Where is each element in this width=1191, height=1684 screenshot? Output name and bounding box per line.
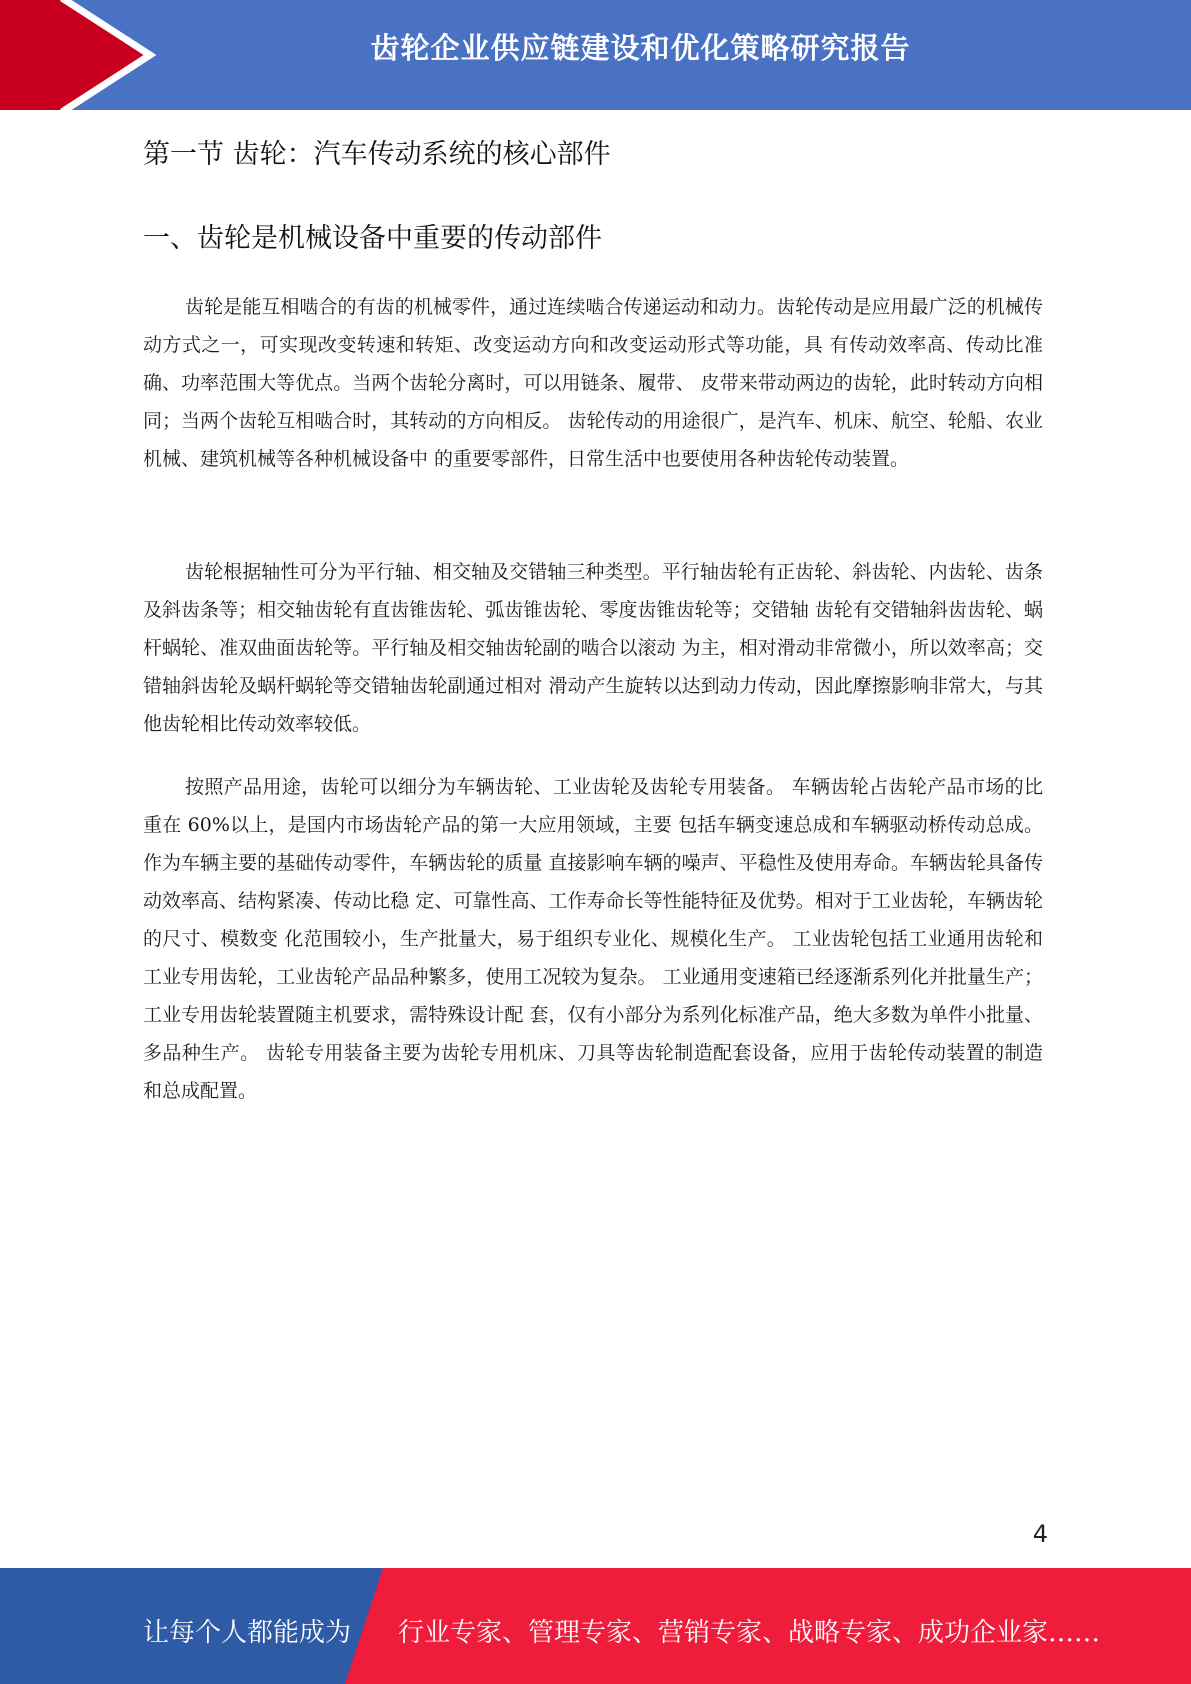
page-header [0,0,1191,110]
paragraph-3: 按照产品用途，齿轮可以细分为车辆齿轮、工业齿轮及齿轮专用装备。 车辆齿轮占齿轮产品市场的比重在 60%以上，是国内市场齿轮产品的第一大应用领域，主要 包括车辆变速总成和车辆驱动桥传动总成。作为车辆主要的基础传动零件，车辆齿轮的质量 直接影响车辆的噪声、平稳性及使用寿命。车辆齿轮具备传动效率高、结构紧凑、传动比稳 定、可靠性高、工作寿命长等性能特征及优势。相对于工业齿轮，车辆齿轮的尺寸、模数变 化范围较小，生产批量大，易于组织专业化、规模化生产。 工业齿轮包括工业通用齿轮和工业专用齿轮，工业齿轮产品品种繁多，使用工况较为复杂。 工业通用变速箱已经逐渐系列化并批量生产；工业专用齿轮装置随主机要求，需特殊设计配 套，仅有小部分为系列化标准产品，绝大多数为单件小批量、多品种生产。 齿轮专用装备主要为齿轮专用机床、刀具等齿轮制造配套设备，应用于齿轮传动装置的制造 和总成配置。 [143,776,1043,1102]
header-red-chevron [0,0,148,110]
page-number: 4 [1032,1520,1048,1548]
paragraph-1: 齿轮是能互相啮合的有齿的机械零件，通过连续啮合传递运动和动力。齿轮传动是应用最广泛的机械传动方式之一，可实现改变转速和转矩、改变运动方向和改变运动形式等功能，具 有传动效率高、传动比准确、功率范围大等优点。当两个齿轮分离时，可以用链条、履带、 皮带来带动两边的齿轮，此时转动方向相同；当两个齿轮互相啮合时，其转动的方向相反。 齿轮传动的用途很广，是汽车、机床、航空、轮船、农业机械、建筑机械等各种机械设备中 的重要零部件，日常生活中也要使用各种齿轮传动装置。 [143,296,1043,470]
section-title: 第一节 齿轮：汽车传动系统的核心部件 [143,139,611,170]
footer-slogan-right: 行业专家、管理专家、营销专家、战略专家、成功企业家…… [398,1618,1101,1648]
page-footer [0,1568,1191,1684]
footer-slogan-left: 让每个人都能成为 [143,1618,352,1648]
paragraph-2: 齿轮根据轴性可分为平行轴、相交轴及交错轴三种类型。平行轴齿轮有正齿轮、斜齿轮、内齿轮、齿条及斜齿条等；相交轴齿轮有直齿锥齿轮、弧齿锥齿轮、零度齿锥齿轮等；交错轴 齿轮有交错轴斜齿齿轮、蜗杆蜗轮、准双曲面齿轮等。平行轴及相交轴齿轮副的啮合以滚动 为主，相对滑动非常微小，所以效率高；交错轴斜齿轮及蜗杆蜗轮等交错轴齿轮副通过相对 滑动产生旋转以达到动力传动，因此摩擦影响非常大，与其他齿轮相比传动效率较低。 [143,561,1043,735]
heading: 一、齿轮是机械设备中重要的传动部件 [143,223,602,254]
header-title: 齿轮企业供应链建设和优化策略研究报告 [370,31,911,65]
